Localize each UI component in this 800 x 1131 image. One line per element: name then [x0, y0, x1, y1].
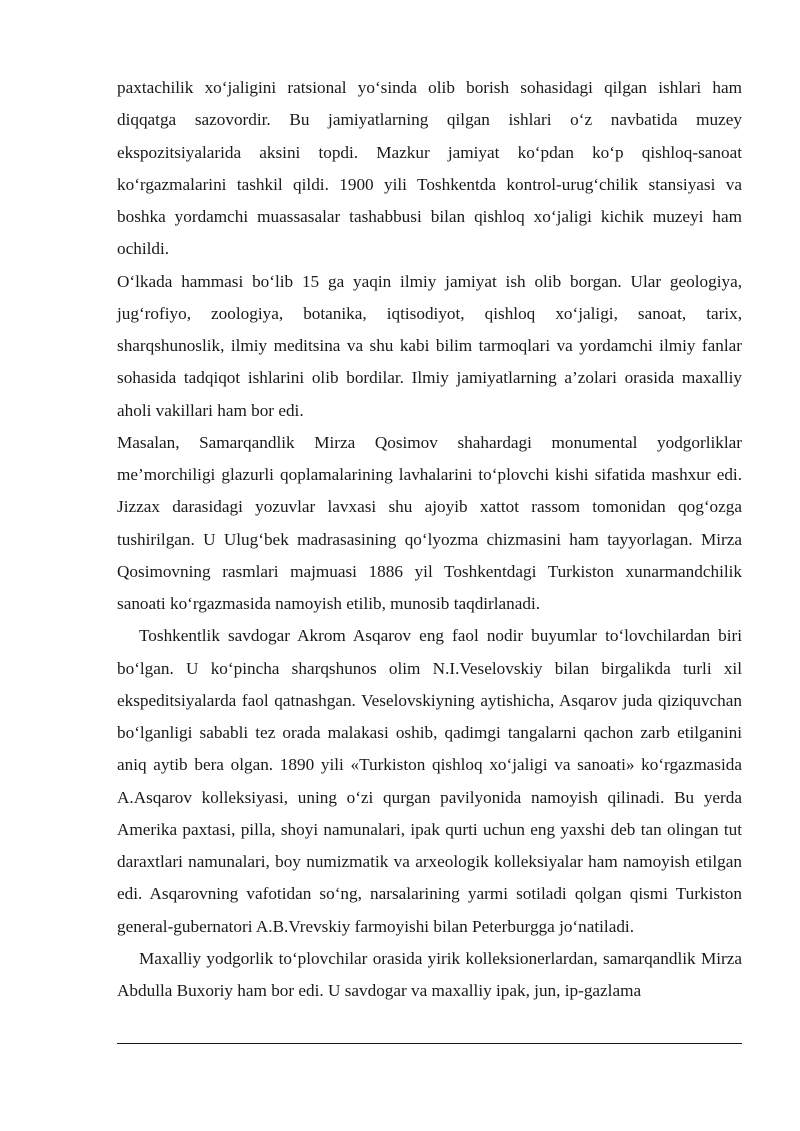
paragraph-1: paxtachilik xo‘jaligini ratsional yo‘sinda olib borish sohasidagi qilgan ishlari ham diqqatga sazovordir. Bu jamiyatlarning qilgan ishlari o‘z navbatida muzey ekspozitsiyalarida aksini topdi. Mazkur jamiyat ko‘pdan ko‘p qishloq-sanoat ko‘rgazmalarini tashkil qildi. 1900 yili Toshkentda kontrol-urug‘chilik stansiyasi va boshka yordamchi muassasalar tashabbusi bilan qishloq xo‘jaligi kichik muzeyi ham ochildi. — [117, 78, 742, 259]
paragraph-5: Maxalliy yodgorlik to‘plovchilar orasida yirik kolleksionerlardan, samarqandlik Mirza Abdulla Buxoriy ham bor edi. U savdogar va maxalliy ipak, jun, ip-gazlama — [117, 948, 742, 1000]
paragraph-4: Toshkentlik savdogar Akrom Asqarov eng faol nodir buyumlar to‘lovchilardan biri bo‘lgan. U ko‘pincha sharqshunos olim N.I.Veselovskiy bilan birgalikda turli xil ekspeditsiyalarda faol qatnashgan. Veselovskiyning aytishicha, Asqarov juda qiziquvchan bo‘lganligi sababli tez orada malakasi oshib, qadimgi tangalarni qachon zarb etilganini aniq aytib bera olgan. 1890 yili «Turkiston qishloq xo‘jaligi va sanoati» ko‘rgazmasida A.Asqarov kolleksiyasi, uning o‘zi qurgan pavilyonida namoyish qilinadi. Bu yerda Amerika paxtasi, pilla, shoyi namunalari, ipak qurti uchun eng yaxshi deb tan olingan tut daraxtlari namunalari, boy numizmatik va arxeologik kolleksiyalar ham namoyish etilgan edi. Asqarovning vafotidan so‘ng, narsalarining yarmi sotiladi qolgan qismi Turkiston general-gubernatori A.B.Vrevskiy farmoyishi bilan Peterburgga jo‘natiladi. — [117, 626, 742, 936]
paragraph-2: O‘lkada hammasi bo‘lib 15 ga yaqin ilmiy jamiyat ish olib borgan. Ular geologiya, jug‘rofiyo, zoologiya, botanika, iqtisodiyot, qishloq xo‘jaligi, sanoat, tarix, sharqshunoslik, ilmiy meditsina va shu kabi bilim tarmoqlari va yordamchi ilmiy fanlar sohasida tadqiqot ishlarini olib bordilar. Ilmiy jamiyatlarning a’zolari orasida maxalliy aholi vakillari ham bor edi. — [117, 271, 742, 420]
paragraph-3: Masalan, Samarqandlik Mirza Qosimov shahardagi monumental yodgorliklar me’morchiligi glazurli qoplamalarining lavhalarini to‘plovchi kishi sifatida mashxur edi. Jizzax darasidagi yozuvlar lavxasi shu ajoyib xattot rassom tomonidan qog‘ozga tushirilgan. U Ulug‘bek madrasasining qo‘lyozma chizmasini ham tayyorlagan. Mirza Qosimovning rasmlari majmuasi 1886 yil Toshkentdagi Turkiston xunarmandchilik sanoati ko‘rgazmasida namoyish etilib, munosib taqdirlanadi. — [117, 432, 742, 613]
document-page — [117, 72, 742, 1007]
footnote-separator-rule — [117, 1043, 742, 1044]
